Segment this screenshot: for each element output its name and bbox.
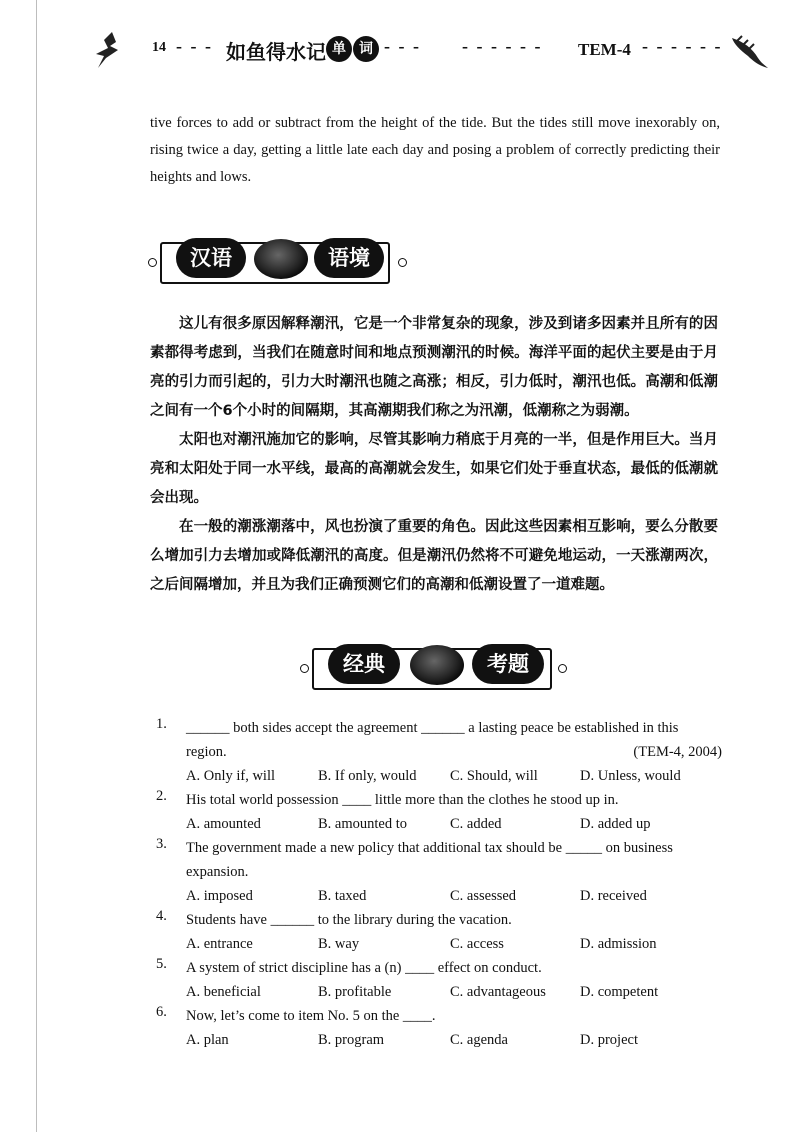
question-options — [186, 980, 722, 1004]
option-a: A. imposed — [186, 888, 253, 904]
banner-dot — [398, 258, 407, 267]
running-header — [100, 28, 780, 68]
question-options — [186, 1028, 722, 1052]
header-dashes: - - - — [176, 36, 213, 56]
question-item — [156, 836, 722, 908]
option-d: D. Unless, would — [580, 768, 681, 784]
option-a: A. Only if, will — [186, 768, 276, 784]
option-a: A. entrance — [186, 936, 253, 952]
banner-label-right: 考题 — [472, 644, 544, 684]
option-d: D. added up — [580, 816, 651, 832]
question-number: 5. — [156, 956, 167, 972]
question-item — [156, 956, 722, 1004]
exam-questions — [156, 716, 722, 1052]
question-number: 1. — [156, 716, 167, 732]
banner-dot — [558, 664, 567, 673]
question-options — [186, 932, 722, 956]
option-c: C. added — [450, 816, 502, 832]
header-dashes: - - - - - - — [642, 36, 723, 56]
question-number: 2. — [156, 788, 167, 804]
question-text: ______ both sides accept the agreement ______ a lasting peace be established in this region. — [186, 720, 679, 760]
banner-dot — [300, 664, 309, 673]
option-d: D. admission — [580, 936, 657, 952]
ink-blot-icon — [410, 645, 464, 685]
question-text: A system of strict discipline has a (n) ____ effect on conduct. — [186, 960, 542, 976]
header-dashes: - - - — [384, 36, 421, 56]
chinese-paragraph: 这儿有很多原因解释潮汛，它是一个非常复杂的现象，涉及到诸多因素并且所有的因素都得考虑到，当我们在随意时间和地点预测潮汛的时候。海洋平面的起伏主要是由于月亮的引力而引起的，引力大时潮汛也随之高涨；相反，引力低时，潮汛也低。高潮和低潮之间有一个6个小时的间隔期，其高潮期我们称之为汛潮，低潮称之为弱潮。 — [150, 316, 718, 419]
header-circled-char: 词 — [353, 36, 379, 62]
option-b: B. way — [318, 936, 360, 952]
question-number: 3. — [156, 836, 167, 852]
question-options — [186, 812, 722, 836]
question-options — [186, 764, 722, 788]
header-exam-label: TEM-4 — [578, 40, 631, 59]
option-a: A. plan — [186, 1032, 229, 1048]
option-b: B. taxed — [318, 888, 367, 904]
option-b: B. program — [318, 1032, 385, 1048]
option-b: B. profitable — [318, 984, 392, 1000]
ink-blot-icon — [254, 239, 308, 279]
chinese-paragraph: 太阳也对潮汛施加它的影响，尽管其影响力稍底于月亮的一半，但是作用巨大。当月亮和太阳处于同一水平线，最高的高潮就会发生，如果它们处于垂直状态，最低的低潮就会出现。 — [150, 432, 718, 506]
question-number: 6. — [156, 1004, 167, 1020]
page-number: 14 — [152, 40, 166, 55]
passage-tail: tive forces to add or subtract from the height of the tide. But the tides still move inexorably on, rising twice a day, getting a little late each day and posing a problem of correctly predicting their heights and lows. — [150, 115, 720, 185]
question-stem — [186, 716, 722, 764]
question-item — [156, 908, 722, 956]
banner-label-left: 经典 — [328, 644, 400, 684]
question-item — [156, 716, 722, 788]
question-text: His total world possession ____ little more than the clothes he stood up in. — [186, 792, 619, 808]
page-gutter-line — [36, 0, 37, 1132]
question-text: The government made a new policy that additional tax should be _____ on business expansion. — [186, 840, 673, 880]
question-text: Now, let’s come to item No. 5 on the ____. — [186, 1008, 436, 1024]
section-banner-context — [148, 238, 408, 286]
chinese-context — [150, 310, 718, 600]
banner-dot — [148, 258, 157, 267]
option-d: D. competent — [580, 984, 659, 1000]
question-text: Students have ______ to the library during the vacation. — [186, 912, 512, 928]
option-d: D. received — [580, 888, 647, 904]
question-source: (TEM-4, 2004) — [633, 744, 722, 760]
option-c: C. access — [450, 936, 504, 952]
header-title: 如鱼得水记 — [226, 40, 326, 64]
banner-label-right: 语境 — [314, 238, 384, 278]
option-c: C. advantageous — [450, 984, 546, 1000]
option-b: B. amounted to — [318, 816, 408, 832]
bird-ornament-icon — [92, 28, 132, 72]
option-c: C. assessed — [450, 888, 517, 904]
option-b: B. If only, would — [318, 768, 417, 784]
option-a: A. beneficial — [186, 984, 261, 1000]
question-item — [156, 1004, 722, 1052]
option-c: C. Should, will — [450, 768, 538, 784]
leaf-ornament-icon — [722, 32, 770, 72]
option-d: D. project — [580, 1032, 638, 1048]
header-circled-char: 单 — [326, 36, 352, 62]
option-a: A. amounted — [186, 816, 261, 832]
question-options — [186, 884, 722, 908]
banner-label-left: 汉语 — [176, 238, 246, 278]
question-number: 4. — [156, 908, 167, 924]
chinese-paragraph: 在一般的潮涨潮落中，风也扮演了重要的角色。因此这些因素相互影响，要么分散要么增加引力去增加或降低潮汛的高度。但是潮汛仍然将不可避免地运动，一天涨潮两次，之后间隔增加，并且为我们正确预测它们的高潮和低潮设置了一道难题。 — [150, 519, 718, 593]
option-c: C. agenda — [450, 1032, 508, 1048]
header-dashes: - - - - - - — [462, 36, 543, 56]
section-banner-exam — [300, 644, 570, 692]
question-item — [156, 788, 722, 836]
